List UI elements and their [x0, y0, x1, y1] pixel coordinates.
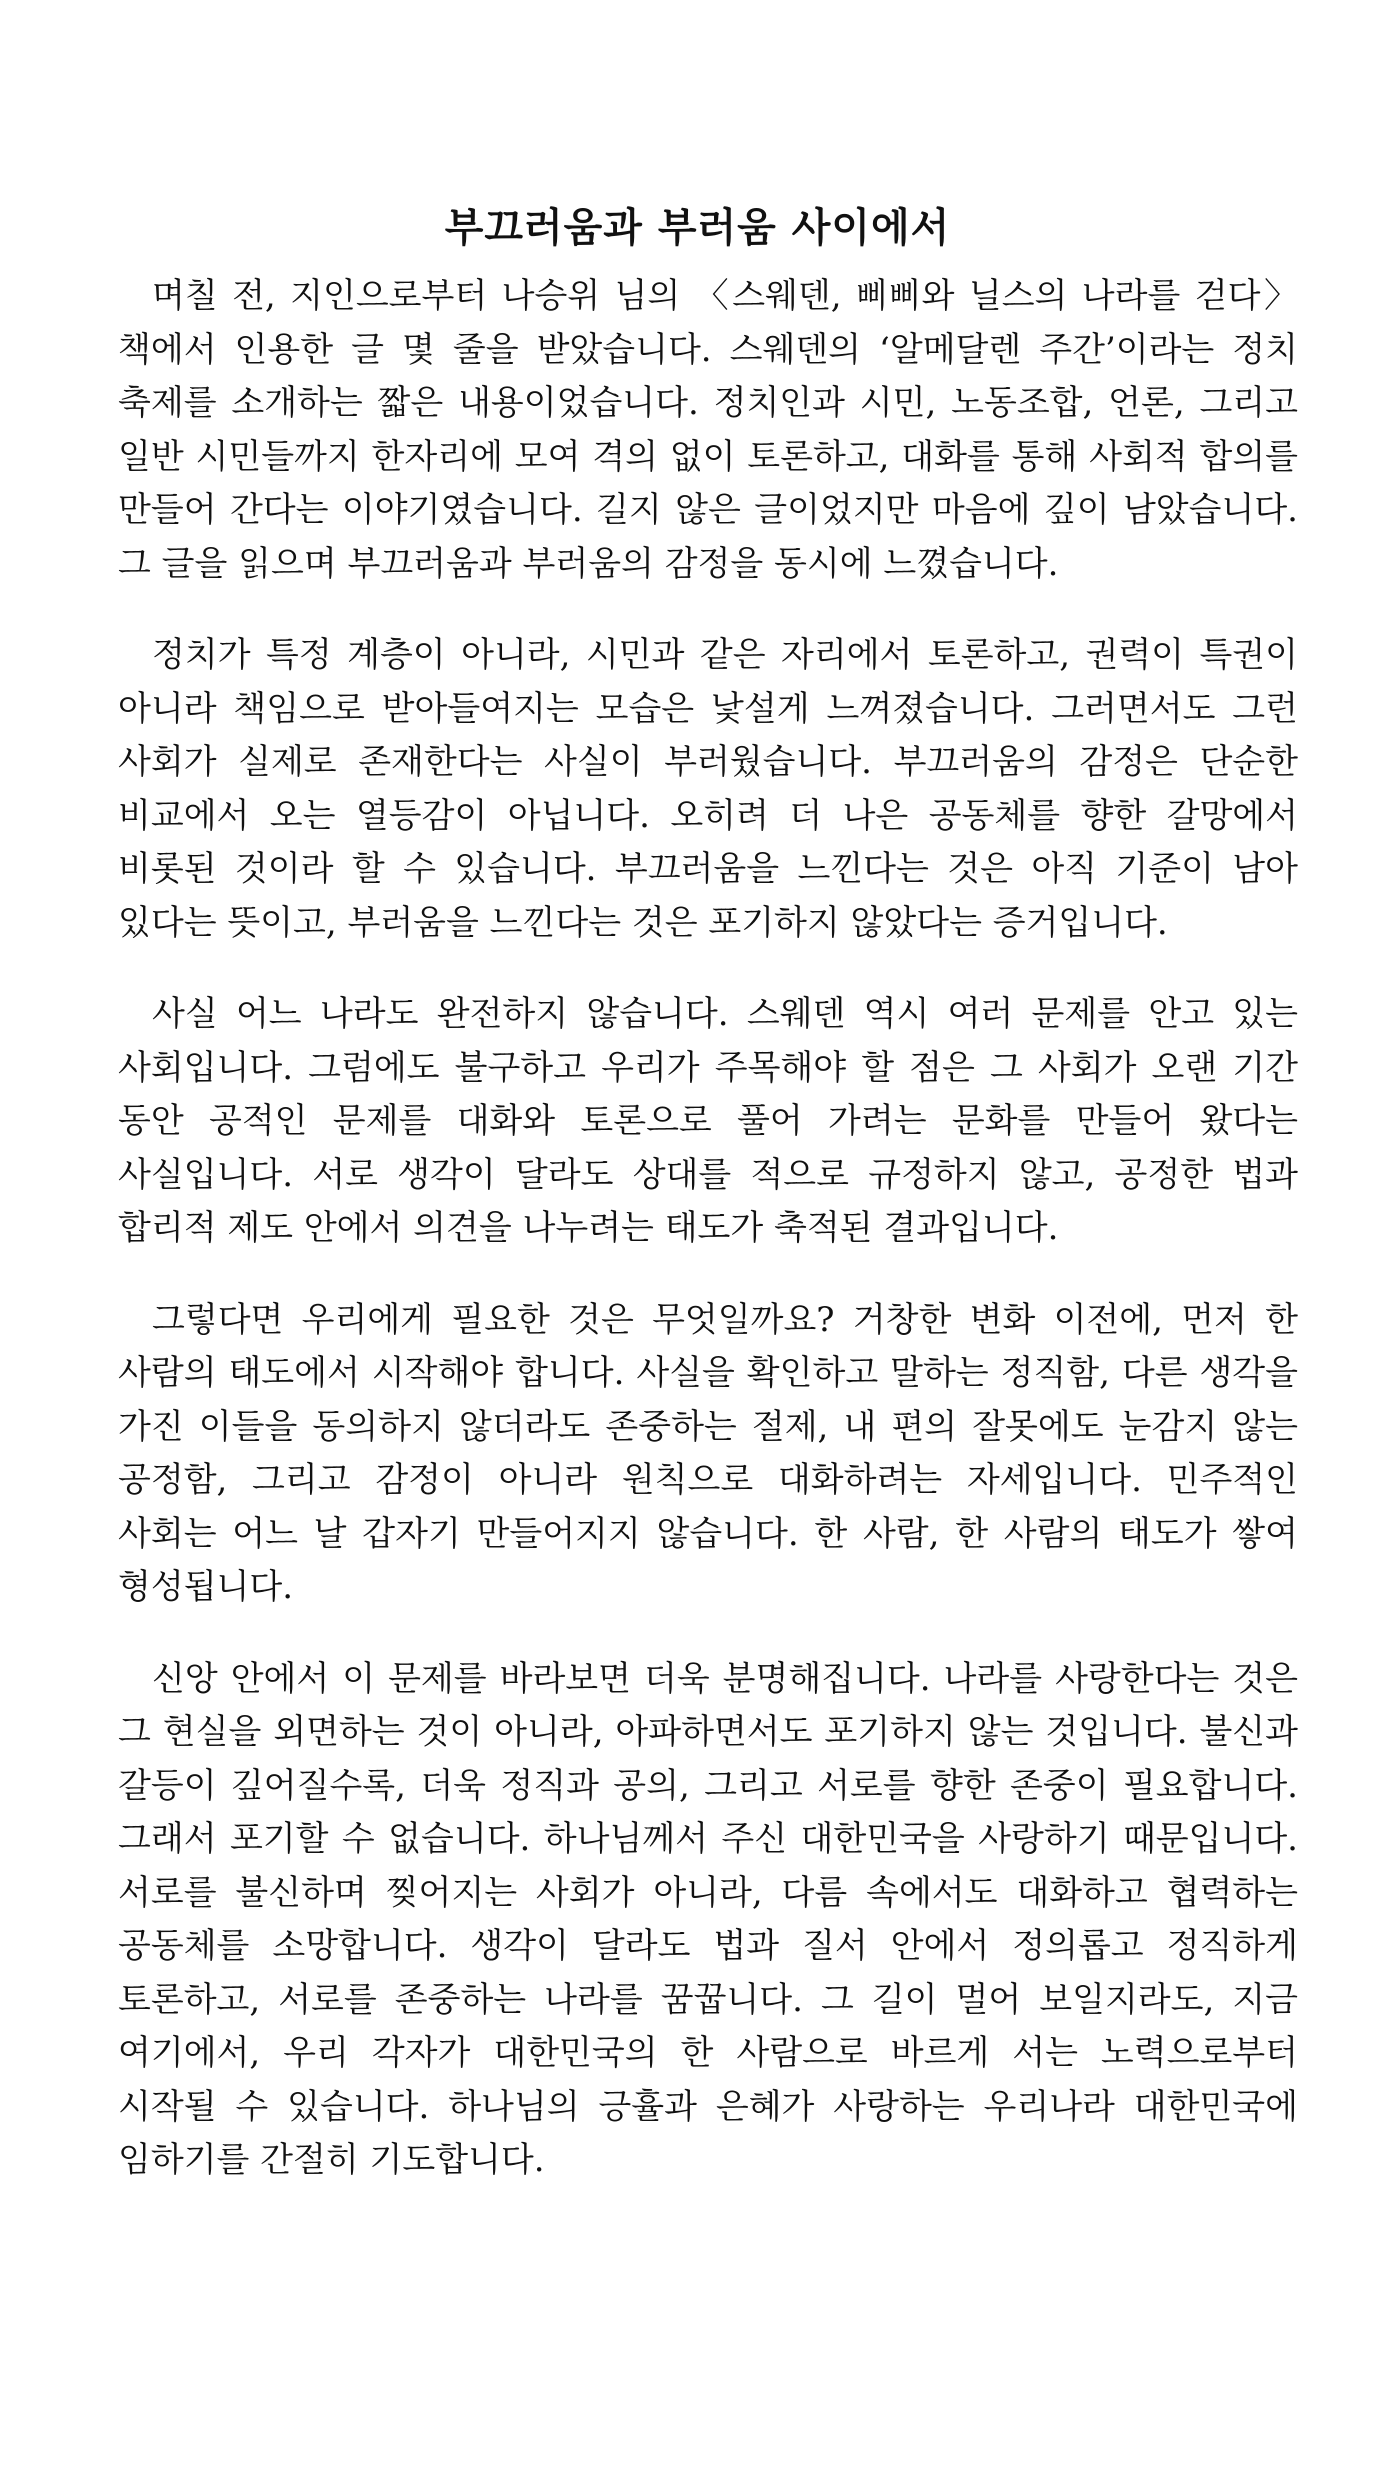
page-title: 부끄러움과 부러움 사이에서 — [444, 205, 951, 251]
paragraph-3: 사실 어느 나라도 완전하지 않습니다. 스웨덴 역시 여러 문제를 안고 있는 사회입니다. 그럼에도 불구하고 우리가 주목해야 할 점은 그 사회가 오랜 기간 동안 공적인 문제를 대화와 토론으로 풀어 가려는 문화를 만들어 왔다는 사실입니다. 서로 생각이 달라도 상대를 적으로 규정하지 않고, 공정한 법과 합리적 제도 안에서 의견을 나누려는 태도가 축적된 결과입니다. — [118, 994, 1298, 1248]
paragraph-1: 며칠 전, 지인으로부터 나승위 님의 〈스웨덴, 삐삐와 닐스의 나라를 걷다〉 책에서 인용한 글 몇 줄을 받았습니다. 스웨덴의 ‘알메달렌 주간’이라는 정치 축제를 소개하는 짧은 내용이었습니다. 정치인과 시민, 노동조합, 언론, 그리고 일반 시민들까지 한자리에 모여 격의 없이 토론하고, 대화를 통해 사회적 합의를 만들어 간다는 이야기였습니다. 길지 않은 글이었지만 마음에 깊이 남았습니다. 그 글을 읽으며 부끄러움과 부러움의 감정을 동시에 느꼈습니다. — [118, 276, 1298, 584]
paragraph-4: 그렇다면 우리에게 필요한 것은 무엇일까요? 거창한 변화 이전에, 먼저 한 사람의 태도에서 시작해야 합니다. 사실을 확인하고 말하는 정직함, 다른 생각을 가진 이들을 동의하지 않더라도 존중하는 절제, 내 편의 잘못에도 눈감지 않는 공정함, 그리고 감정이 아니라 원칙으로 대화하려는 자세입니다. 민주적인 사회는 어느 날 갑자기 만들어지지 않습니다. 한 사람, 한 사람의 태도가 쌓여 형성됩니다. — [118, 1299, 1298, 1607]
paragraph-2: 정치가 특정 계층이 아니라, 시민과 같은 자리에서 토론하고, 권력이 특권이 아니라 책임으로 받아들여지는 모습은 낯설게 느껴졌습니다. 그러면서도 그런 사회가 실제로 존재한다는 사실이 부러웠습니다. 부끄러움의 감정은 단순한 비교에서 오는 열등감이 아닙니다. 오히려 더 나은 공동체를 향한 갈망에서 비롯된 것이라 할 수 있습니다. 부끄러움을 느낀다는 것은 아직 기준이 남아 있다는 뜻이고, 부러움을 느낀다는 것은 포기하지 않았다는 증거입니다. — [118, 635, 1298, 943]
article-body — [118, 270, 1298, 2226]
paragraph-5: 신앙 안에서 이 문제를 바라보면 더욱 분명해집니다. 나라를 사랑한다는 것은 그 현실을 외면하는 것이 아니라, 아파하면서도 포기하지 않는 것입니다. 불신과 갈등이 깊어질수록, 더욱 정직과 공의, 그리고 서로를 향한 존중이 필요합니다. 그래서 포기할 수 없습니다. 하나님께서 주신 대한민국을 사랑하기 때문입니다. 서로를 불신하며 찢어지는 사회가 아니라, 다름 속에서도 대화하고 협력하는 공동체를 소망합니다. 생각이 달라도 법과 질서 안에서 정의롭고 정직하게 토론하고, 서로를 존중하는 나라를 꿈꿉니다. 그 길이 멀어 보일지라도, 지금 여기에서, 우리 각자가 대한민국의 한 사람으로 바르게 서는 노력으로부터 시작될 수 있습니다. 하나님의 긍휼과 은혜가 사랑하는 우리나라 대한민국에 임하기를 간절히 기도합니다. — [118, 1658, 1298, 2180]
